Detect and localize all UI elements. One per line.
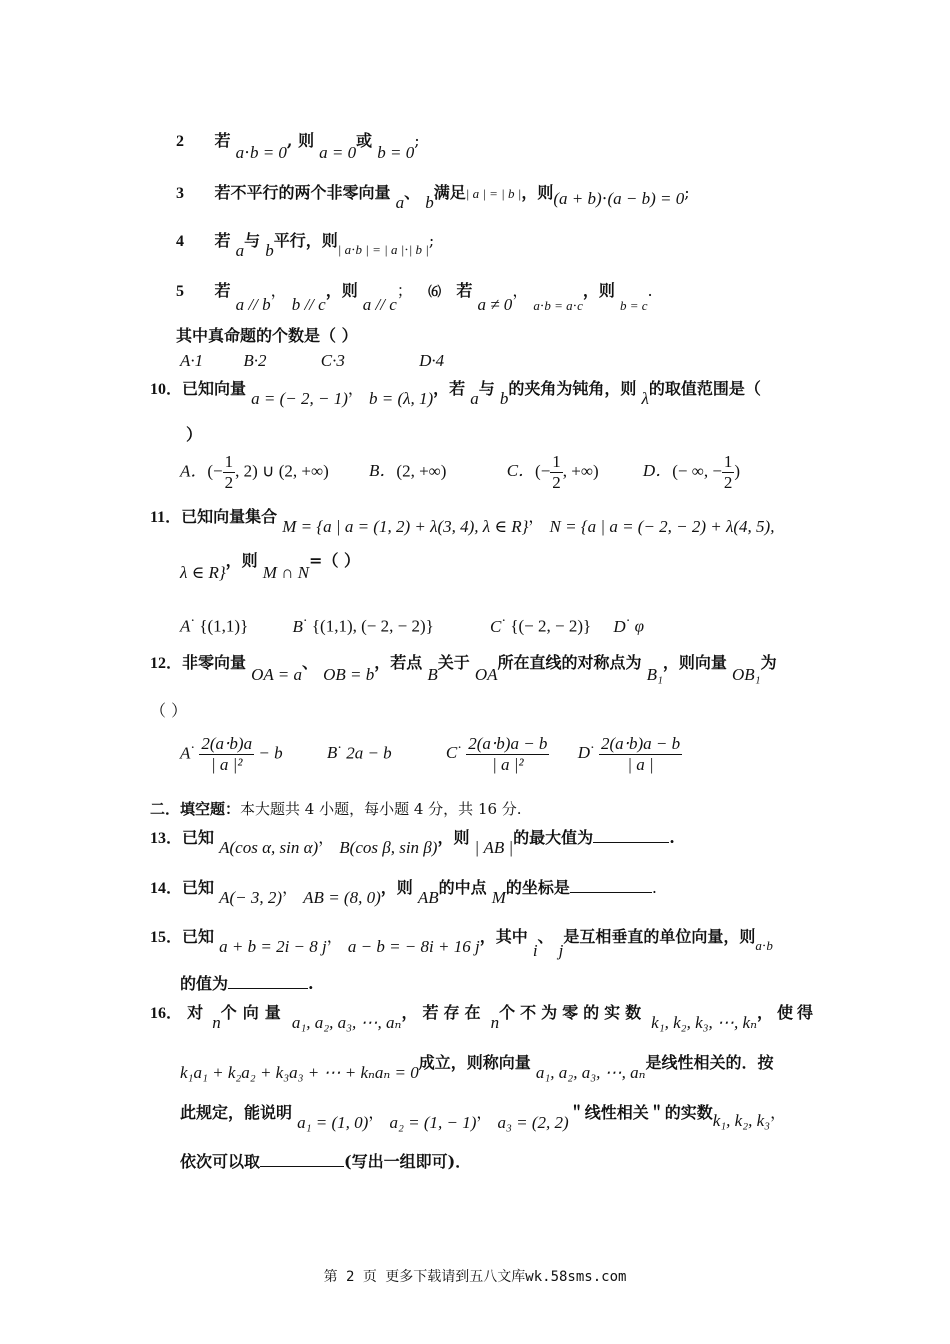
page-footer: 第 2 页 更多下载请到五八文库wk.58sms.com [323, 1269, 627, 1285]
question-11: 11．已知向量集合 M = {a | a = (1, 2) + λ(3, 4), λ ∈ R}， N = {a | a = (− 2, − 2) + λ(4, 5), [150, 507, 775, 536]
question-16-line3: 此规定，能说明 a₁ = (1, 0)， a₂ = (1, − 1)， a₃ = (2, 2)＂线性相关＂的实数k₁, k₂, k₃， [180, 1103, 787, 1132]
answer-blank[interactable] [228, 972, 308, 989]
q10-options: A．(− $\frac{1}{2}$ , 2) ∪ (2, +∞) B．(2, +∞) C．(− $\frac{1}{2}$ , +∞) D．(− ∞, − $\frac{1}{2}$ ) [180, 452, 741, 492]
option-d: D． [642, 461, 673, 481]
question-16-line2: k₁a₁ + k₂a₂ + k₃a₃ + ⋯ + kₙaₙ = 0成立，则称向量 a₁, a₂, a₃, ⋯, aₙ是线性相关的．按 [180, 1053, 774, 1082]
option-c: C． [506, 461, 536, 481]
question-prompt: 其中真命题的个数是（ ） [176, 326, 358, 345]
option-c: C [490, 616, 502, 636]
question-15-cont: 的值为 . [180, 974, 314, 993]
option-c: C·3 [320, 351, 345, 370]
option-d: D [577, 743, 590, 763]
option-a: A [180, 743, 191, 763]
question-15: 15．已知 a + b = 2i − 8 j， a − b = − 8i + 16 j，其中 i、 j是互相垂直的单位向量，则$_{a\cdot b}$ [150, 927, 773, 960]
item-number: 4 [176, 233, 184, 250]
option-b: B·2 [243, 351, 267, 370]
option-d: D·4 [419, 351, 445, 370]
question-number: 14． [150, 880, 183, 897]
question-number: 10． [150, 381, 183, 398]
math: a = 0 [319, 143, 357, 162]
question-11-cont: λ ∈ R}，则 M ∩ N=（ ） [180, 551, 361, 582]
option-b: B． [369, 461, 397, 481]
exam-page: 2 若 a⋅b = 0, 则 a = 0或 b = 0; 3 若不平行的两个非零向量 a、 b满足| a | = | b |，则(a + b)⋅(a − b) = 0; 4 若 a与 b平行，则$_{| a\cdot b | = | a |\cdot| b |}$; 5 若 a // b， b // c，则 a // c； ⑹ 若 a ≠ 0， $_{a\cdot b = a\cdot c}$，则 $_{b = c}$. 其中真命题的个数是（ ） A·1 B·2 C·3 D·4 10．已知向量 a = (− 2, − 1)， b = (λ, 1)，若 a与 b的夹角为钝角，则 λ的取值范围是（ ） A．(− $\frac{1}{2}$ , 2) ∪ (2, +∞) B．(2, +∞) C．(− $\frac{1}{2}$ , +∞) D．(− ∞, − $\frac{1}{2}$ ) 11．已知向量集合 M = {a | a = (1, 2) + λ(3, 4), λ ∈ R}， N = {a | a = (− 2, − 2) + λ(4, 5), λ ∈ R}，则 M ∩ N=（ ） A· {(1,1)} B· {(1,1), (− 2, − 2)} C· {(− 2, − 2)} D· φ 12．非零向量 OA = a、 OB = b，若点 B关于 OA所在直线的对称点为 B₁，则向量 OB₁为 （ ） A· $\frac{2(a\cdot b)a}{\text{| a |²}}$ − b B· 2a − b C· $\frac{2(a\cdot b)a - b}{\text{| a |²}}$ D· $\frac{2(a\cdot b)a - b}{| a |}$ 二．填空题：本大题共 4 小题，每小题 4 分，共 16 分. 13．已知 A(cos α, sin α)， B(cos β, sin β)，则 | AB |的最大值为 . 14．已知 A(− 3, 2)， AB = (8, 0)，则 AB的中点 M的坐标是 . 15．已知 a + b = 2i − 8 j， a − b = − 8i + 16 j，其中 i、 j是互相垂直的单位向量，则$_{a\cdot b}$ 的值为 . 16． 对 n个向量 a₁, a₂, a₃, ⋯, aₙ，若存在 n个不为零的实数 k₁, k₂, k₃, ⋯, kₙ，使得 k₁a₁ + k₂a₂ + k₃a₃ + ⋯ + kₙaₙ = 0成立，则称向量 a₁, a₂, a₃, ⋯, aₙ是线性相关的．按 此规定，能说明 a₁ = (1, 0)， a₂ = (1, − 1)， a₃ = (2, 2)＂线性相关＂的实数k₁, k₂, k₃， 依次可以取 (写出一组即可)． 第 2 页 更多下载请到五八文库wk.58sms.com [0, 0, 950, 1344]
question-number: 12． [150, 655, 183, 672]
answer-blank[interactable] [593, 826, 669, 843]
prev-item-2: 2 若 a⋅b = 0, 则 a = 0或 b = 0; [176, 131, 420, 162]
question-number: 13． [150, 830, 183, 847]
item-number: 2 [176, 133, 184, 150]
question-number: 16． [150, 1005, 183, 1022]
question-14: 14．已知 A(− 3, 2)， AB = (8, 0)，则 AB的中点 M的坐标是 . [150, 878, 658, 907]
question-16-line4: 依次可以取 (写出一组即可)． [180, 1152, 472, 1171]
prev-item-5: 5 若 a // b， b // c，则 a // c； ⑹ 若 a ≠ 0， $_{a\cdot b = a\cdot c}$，则 $_{b = c}$. [176, 281, 653, 314]
answer-blank[interactable] [570, 876, 652, 893]
section-2-heading: 二．填空题：本大题共 4 小题，每小题 4 分，共 16 分. [150, 800, 522, 818]
option-a: A·1 [180, 351, 204, 370]
option-b: B [326, 743, 338, 763]
question-16: 16． 对 n个向量 a₁, a₂, a₃, ⋯, aₙ，若存在 n个不为零的实数 k₁, k₂, k₃, ⋯, kₙ，使得 [150, 1003, 817, 1032]
option-a: A． [180, 461, 208, 481]
math: b = 0 [377, 143, 415, 162]
option-c: C [445, 743, 458, 763]
question-number: 11． [150, 509, 182, 526]
prev-item-4: 4 若 a与 b平行，则$_{| a\cdot b | = | a |\cdot| b |}$; [176, 231, 435, 260]
prev-item-3: 3 若不平行的两个非零向量 a、 b满足| a | = | b |，则(a + b)⋅(a − b) = 0; [176, 183, 690, 212]
option-b: B [292, 616, 303, 636]
answer-blank[interactable] [260, 1150, 344, 1167]
question-10: 10．已知向量 a = (− 2, − 1)， b = (λ, 1)，若 a与 b的夹角为钝角，则 λ的取值范围是（ [150, 379, 761, 408]
item-number: 5 [176, 283, 184, 300]
item-number: 3 [176, 185, 184, 202]
question-13: 13．已知 A(cos α, sin α)， B(cos β, sin β)，则 | AB |的最大值为 . [150, 828, 675, 857]
math: a⋅b = 0 [235, 143, 287, 162]
q11-options: A· {(1,1)} B· {(1,1), (− 2, − 2)} C· {(− 2, − 2)} D· φ [180, 613, 645, 636]
option-a: A [180, 616, 191, 636]
question-12: 12．非零向量 OA = a、 OB = b，若点 B关于 OA所在直线的对称点为 B₁，则向量 OB₁为 [150, 653, 777, 684]
question-number: 15． [150, 929, 183, 946]
q12-options: A· $\frac{2(a\cdot b)a}{\text{| a |²}}$ − b B· 2a − b C· $\frac{2(a\cdot b)a - b}{\text{| a |²}}$ D· $\frac{2(a\cdot b)a - b}{| a |}$ [180, 734, 681, 774]
answer-options [180, 350, 444, 372]
option-d: D [613, 616, 626, 636]
